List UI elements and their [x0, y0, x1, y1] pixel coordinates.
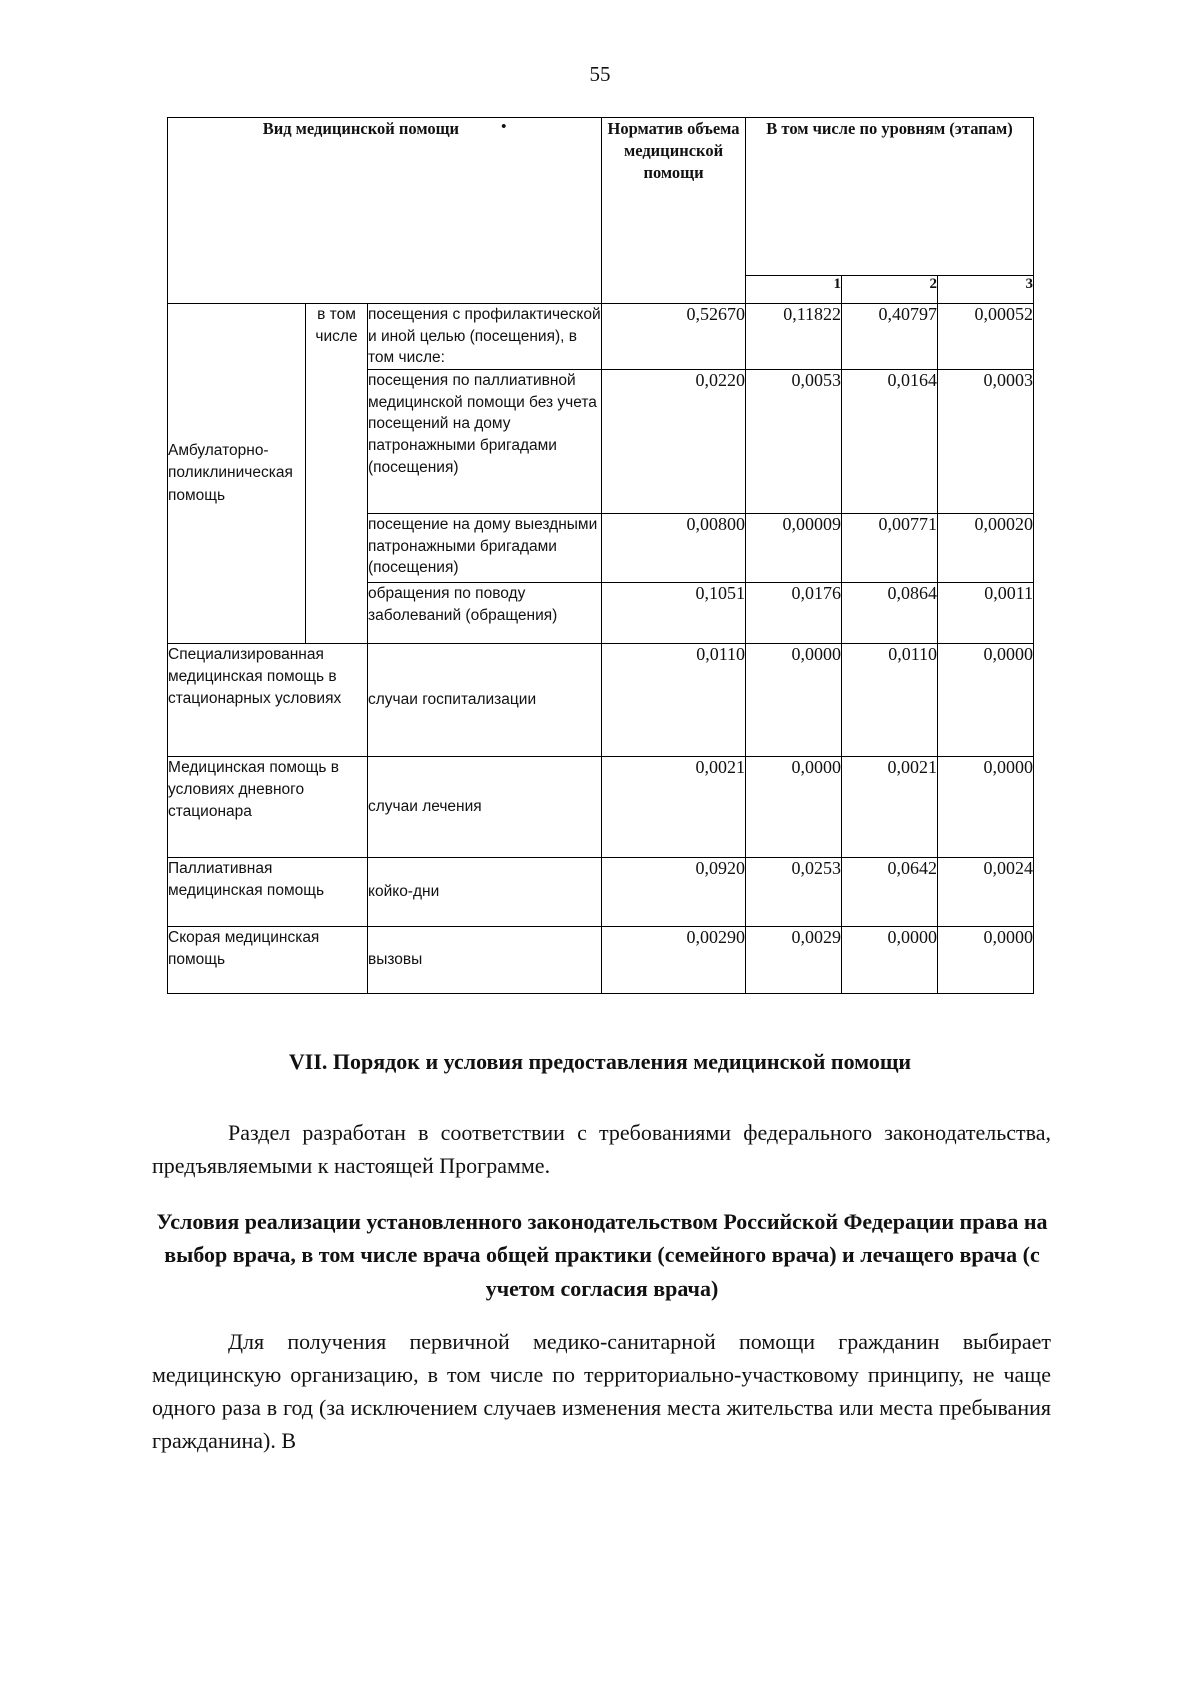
row-level2-value: 0,40797	[842, 304, 938, 370]
row-category: Медицинская помощь в условиях дневного стационара	[168, 757, 368, 858]
row-level1-value: 0,0000	[746, 757, 842, 858]
row-norm-value: 0,1051	[602, 583, 746, 644]
row-unit: обращения по поводу заболеваний (обращения)	[368, 583, 602, 644]
header-level-2: 2	[842, 276, 938, 304]
row-norm-value: 0,52670	[602, 304, 746, 370]
row-level1-value: 0,11822	[746, 304, 842, 370]
table-row	[168, 304, 1034, 370]
header-level-3: 3	[938, 276, 1034, 304]
row-level2-value: 0,0642	[842, 858, 938, 927]
header-volume-norm	[602, 118, 746, 304]
row-level2-value: 0,0000	[842, 927, 938, 994]
row-level3-value: 0,0003	[938, 370, 1034, 514]
header-level-1: 1	[746, 276, 842, 304]
row-unit: случаи госпитализации	[368, 644, 602, 757]
table-row	[168, 644, 1034, 757]
row-level1-value: 0,0253	[746, 858, 842, 927]
table-row	[168, 858, 1034, 927]
row-level1-value: 0,00009	[746, 514, 842, 583]
table-row	[168, 927, 1034, 994]
row-level2-value: 0,0864	[842, 583, 938, 644]
row-norm-value: 0,0021	[602, 757, 746, 858]
header-by-levels-label: В том числе по уровням (этапам)	[766, 119, 1013, 138]
row-level2-value: 0,0021	[842, 757, 938, 858]
row-unit: вызовы	[368, 927, 602, 994]
row-norm-value: 0,0220	[602, 370, 746, 514]
row-level2-value: 0,0164	[842, 370, 938, 514]
header-by-levels	[746, 118, 1034, 276]
section-heading-vii: VII. Порядок и условия предоставления медицинской помощи	[288, 1049, 912, 1074]
row-category: Специализированная медицинская помощь в стационарных условиях	[168, 644, 368, 757]
row-level3-value: 0,00020	[938, 514, 1034, 583]
row-category: Скорая медицинская помощь	[168, 927, 368, 994]
page-number: 55	[589, 62, 611, 86]
table-header-row-main	[168, 118, 1034, 276]
row-level3-value: 0,0000	[938, 644, 1034, 757]
row-norm-value: 0,0110	[602, 644, 746, 757]
header-type-of-care-marker: •	[501, 119, 507, 135]
paragraph-primary-care: Для получения первичной медико-санитарной помощи гражданин выбирает медицинскую организацию, в том числе по территориально-участковому принципу, не чаще одного раза в год (за исключением случаев изменения места жительства или места пребывания гражданина). В	[152, 1329, 1051, 1453]
header-volume-norm-label: Норматив объема медицинской помощи	[607, 119, 740, 182]
row-norm-value: 0,00800	[602, 514, 746, 583]
row-level3-value: 0,00052	[938, 304, 1034, 370]
subheading-doctor-choice: Условия реализации установленного законодательством Российской Федерации права на выбор врача, в том числе врача общей практики (семейного врача) и лечащего врача (с учетом согласия врача)	[156, 1209, 1048, 1301]
row-level1-value: 0,0029	[746, 927, 842, 994]
row-norm-value: 0,0920	[602, 858, 746, 927]
row-level1-value: 0,0000	[746, 644, 842, 757]
row-subcategory: в том числе	[306, 304, 368, 644]
paragraph-intro: Раздел разработан в соответствии с требованиями федерального законодательства, предъявляемыми к настоящей Программе.	[152, 1120, 1051, 1178]
row-unit: посещения с профилактической и иной целью (посещения), в том числе:	[368, 304, 602, 370]
medical-care-volume-table-wrapper	[167, 117, 1033, 994]
row-level1-value: 0,0053	[746, 370, 842, 514]
table-row	[168, 757, 1034, 858]
row-level3-value: 0,0011	[938, 583, 1034, 644]
medical-care-volume-table	[167, 117, 1034, 994]
row-category: Амбулаторно-поликлиническая помощь	[168, 304, 306, 644]
row-level2-value: 0,0110	[842, 644, 938, 757]
header-type-of-care-label: Вид медицинской помощи	[262, 119, 460, 138]
row-unit: посещения по паллиативной медицинской помощи без учета посещений на дому патронажными бригадами (посещения)	[368, 370, 602, 514]
row-level3-value: 0,0024	[938, 858, 1034, 927]
row-unit: посещение на дому выездными патронажными бригадами (посещения)	[368, 514, 602, 583]
row-level3-value: 0,0000	[938, 757, 1034, 858]
row-category: Паллиативная медицинская помощь	[168, 858, 368, 927]
row-level3-value: 0,0000	[938, 927, 1034, 994]
row-norm-value: 0,00290	[602, 927, 746, 994]
row-unit: случаи лечения	[368, 757, 602, 858]
header-type-of-care	[168, 118, 602, 304]
row-unit: койко-дни	[368, 858, 602, 927]
row-level2-value: 0,00771	[842, 514, 938, 583]
row-level1-value: 0,0176	[746, 583, 842, 644]
